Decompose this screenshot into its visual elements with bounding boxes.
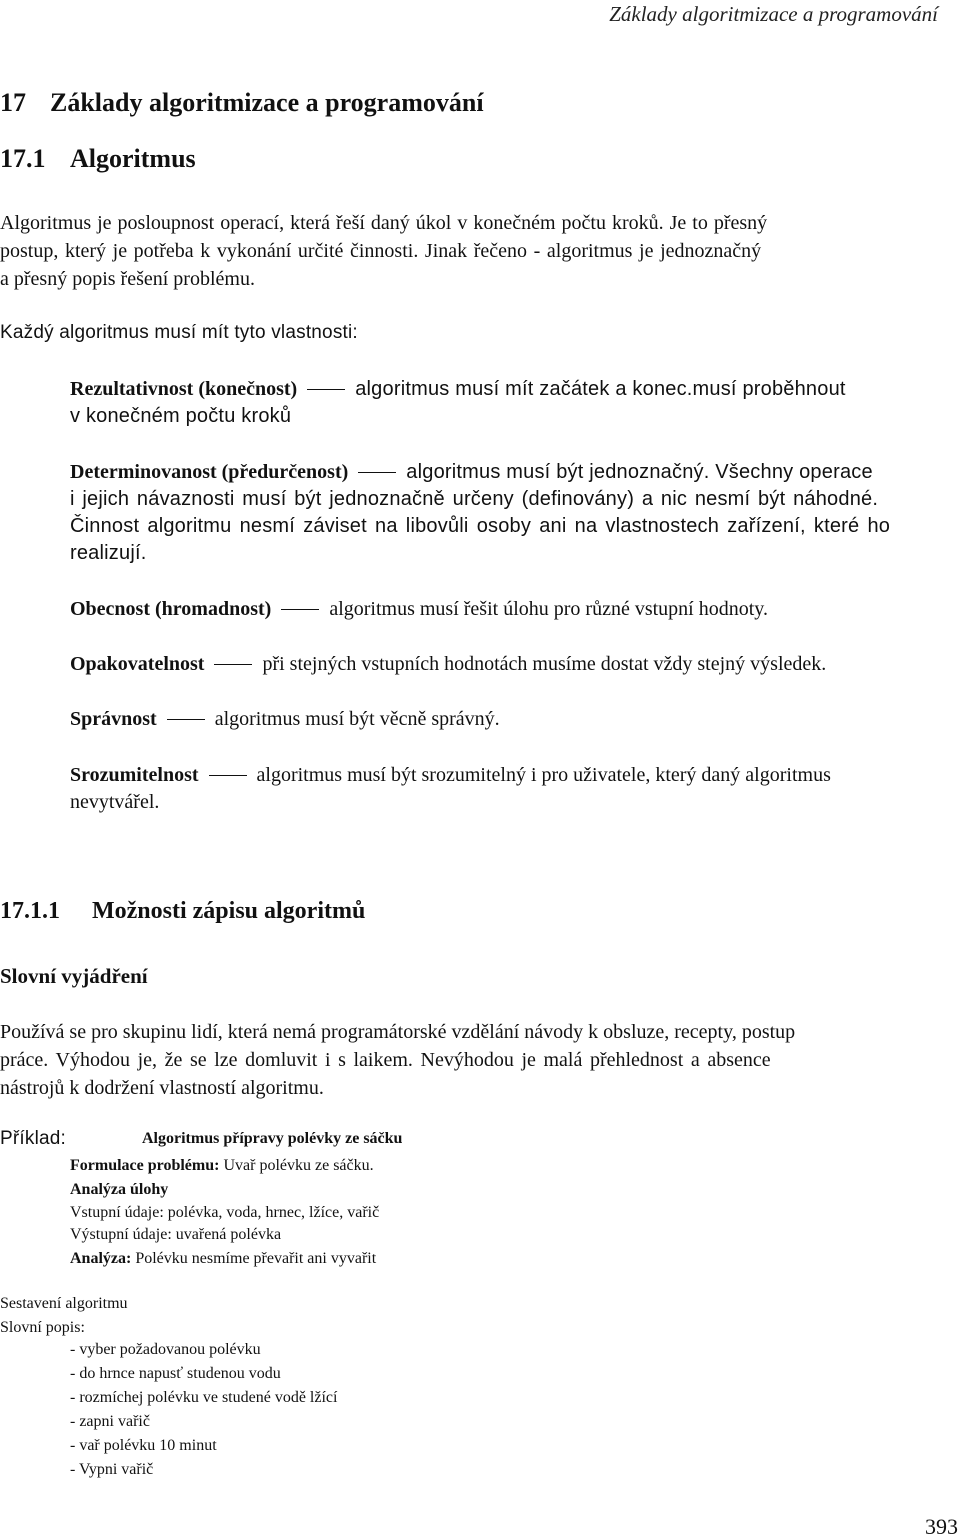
- em-dash: [214, 664, 252, 665]
- em-dash: [358, 472, 396, 473]
- verbal-line: práce. Výhodou je, že se lze domluvit i s laikem. Nevýhodou je malá přehlednost a absence: [0, 1049, 771, 1071]
- property-desc-line: v konečném počtu kroků: [70, 405, 292, 427]
- property-term: Rezultativnost (konečnost): [70, 378, 298, 400]
- verbal-line: nástrojů k dodržení vlastností algoritmu.: [0, 1077, 324, 1099]
- analysis-heading: Analýza úlohy: [70, 1181, 169, 1198]
- property-desc: algoritmus musí řešit úlohu pro různé vstupní hodnoty.: [329, 598, 768, 620]
- problem-text: Uvař polévku ze sáčku.: [219, 1157, 374, 1174]
- section-heading: [0, 144, 196, 174]
- property-term: Determinovanost (předurčenost): [70, 461, 349, 483]
- property-desc-line: Činnost algoritmu nesmí záviset na libovůli osoby ani na vlastnostech zařízení, které ho: [70, 515, 891, 537]
- steps-list: [70, 1338, 337, 1482]
- verbal-description-label: Slovní popis:: [0, 1319, 85, 1336]
- properties-intro: Každý algoritmus musí mít tyto vlastnosti:: [0, 322, 358, 343]
- step-item: - vyber požadovanou polévku: [70, 1341, 261, 1358]
- property-desc: při stejných vstupních hodnotách musíme dostat vždy stejný výsledek.: [262, 653, 827, 675]
- assembly-heading: Sestavení algoritmu: [0, 1295, 128, 1312]
- property-term: Srozumitelnost: [70, 764, 199, 786]
- chapter-title: Základy algoritmizace a programování: [50, 88, 484, 117]
- example-label: Příklad:: [0, 1128, 67, 1149]
- em-dash: [281, 609, 319, 610]
- property-desc-line: nevytvářel.: [70, 791, 160, 813]
- subsection-number: 17.1.1: [0, 898, 60, 924]
- subsection-heading: [0, 898, 365, 925]
- intro-paragraph: [0, 209, 958, 293]
- property-term: Opakovatelnost: [70, 653, 205, 675]
- analysis-text: Polévku nesmíme převařit ani vyvařit: [131, 1250, 377, 1267]
- subsection-title: Možnosti zápisu algoritmů: [92, 898, 366, 924]
- verbal-heading: Slovní vyjádření: [0, 964, 148, 988]
- analysis-label: Analýza:: [70, 1250, 132, 1267]
- problem-statement: [70, 1155, 374, 1177]
- example-title: Algoritmus přípravy polévky ze sáčku: [142, 1130, 403, 1147]
- property-item: [70, 376, 958, 430]
- verbal-line: Používá se pro skupinu lidí, která nemá programátorské vzdělání návody k obsluze, recepty, postup: [0, 1021, 796, 1043]
- property-desc-line: i jejich návaznosti musí být jednoznačně určeny (definovány) a nic nesmí být náhodné.: [70, 488, 879, 510]
- section-title: Algoritmus: [70, 144, 196, 173]
- step-item: - rozmíchej polévku ve studené vodě lžící: [70, 1389, 338, 1406]
- em-dash: [167, 719, 205, 720]
- intro-line: Algoritmus je posloupnost operací, která řeší daný úkol v konečném počtu kroků. Je to přesný: [0, 212, 768, 234]
- analysis-line: [70, 1248, 376, 1270]
- section-number: 17.1: [0, 144, 46, 173]
- property-desc: algoritmus musí mít začátek a konec.musí proběhnout: [355, 378, 846, 400]
- property-desc: algoritmus musí být jednoznačný. Všechny operace: [406, 461, 873, 483]
- em-dash: [307, 389, 345, 390]
- chapter-number: 17: [0, 88, 26, 117]
- assembly-block: [0, 1292, 128, 1340]
- em-dash: [209, 775, 247, 776]
- property-desc: algoritmus musí být věcně správný.: [214, 708, 500, 730]
- step-item: - zapni vařič: [70, 1413, 150, 1430]
- inputs-line: Vstupní údaje: polévka, voda, hrnec, lžíce, vařič: [70, 1204, 380, 1221]
- property-item: [70, 459, 958, 567]
- property-item: [70, 651, 958, 678]
- outputs-line: Výstupní údaje: uvařená polévka: [70, 1226, 282, 1243]
- property-item: [70, 706, 958, 733]
- intro-line: postup, který je potřeba k vykonání určité činnosti. Jinak řečeno - algoritmus je jednoznačný: [0, 240, 762, 262]
- property-term: Obecnost (hromadnost): [70, 598, 272, 620]
- intro-line: a přesný popis řešení problému.: [0, 268, 255, 290]
- verbal-paragraph: [0, 1018, 958, 1102]
- problem-label: Formulace problému:: [70, 1157, 220, 1174]
- running-header: Základy algoritmizace a programování: [609, 2, 938, 26]
- property-desc-line: realizují.: [70, 542, 147, 564]
- property-item: [70, 596, 958, 623]
- property-term: Správnost: [70, 708, 157, 730]
- property-item: [70, 762, 958, 816]
- property-desc: algoritmus musí být srozumitelný i pro uživatele, který daný algoritmus: [256, 764, 831, 786]
- chapter-heading: [0, 88, 484, 118]
- step-item: - do hrnce napusť studenou vodu: [70, 1365, 281, 1382]
- step-item: - vař polévku 10 minut: [70, 1437, 217, 1454]
- step-item: - Vypni vařič: [70, 1461, 154, 1478]
- page-number: 393: [925, 1514, 958, 1539]
